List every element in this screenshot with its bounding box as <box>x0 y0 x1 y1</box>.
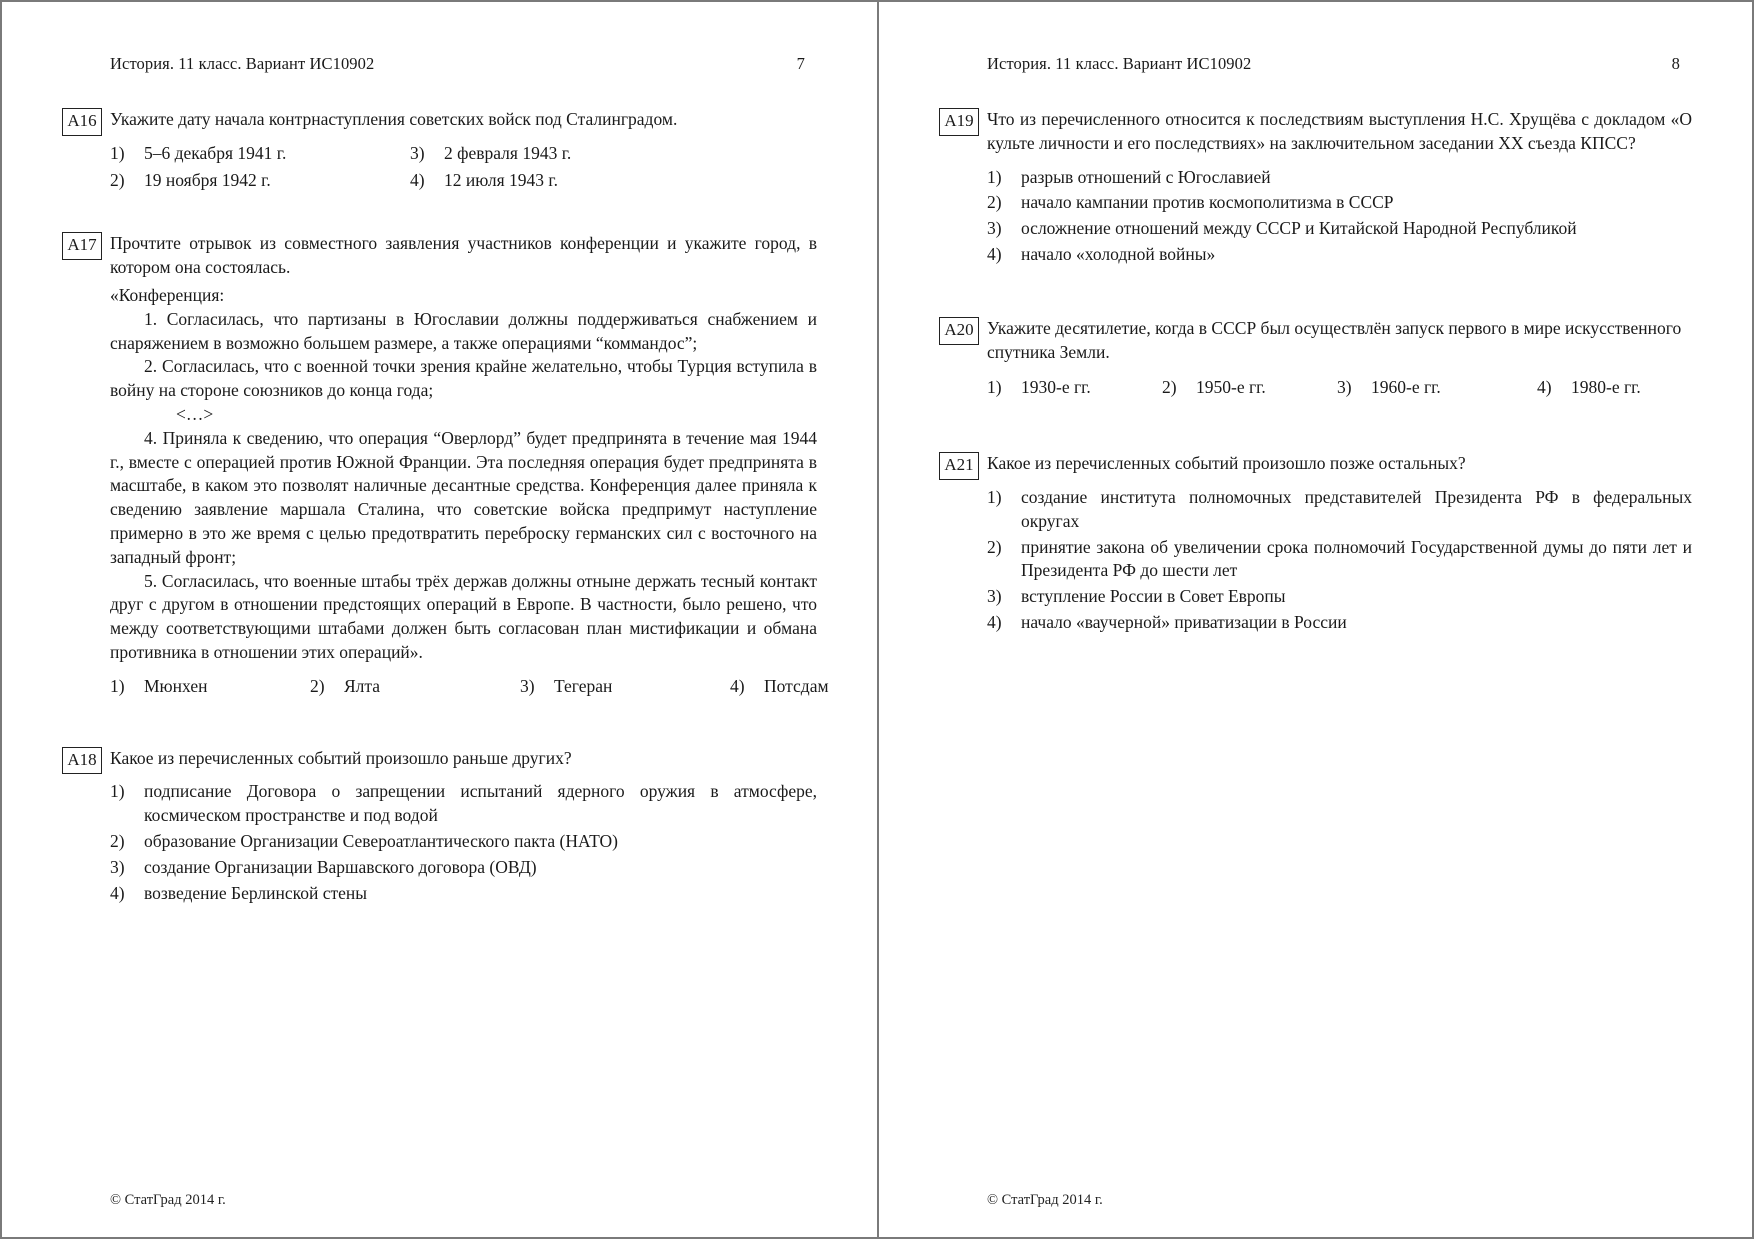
option-number: 1) <box>987 166 1002 187</box>
passage-line: 2. Согласилась, что с военной точки зрения крайне желательно, чтобы Турция вступила в войну на стороне союзников до конца года; <box>110 356 817 401</box>
option-a16-1[interactable] <box>110 142 410 166</box>
footer-copyright-right: © СтатГрад 2014 г. <box>987 1192 1103 1208</box>
option-a16-3[interactable] <box>410 142 817 166</box>
option-number: 4) <box>987 243 1002 264</box>
option-a16-4[interactable] <box>410 169 817 193</box>
option-a18-4[interactable] <box>110 882 817 906</box>
option-text: 1930-е гг. <box>1021 377 1091 398</box>
question-stem-a19: Что из перечисленного относится к последствиям выступления Н.С. Хрущёва с докладом «О культе личности и его последствиях» на заключительном заседании XX съезда КПСС? <box>987 109 1692 153</box>
options-a20 <box>987 376 1692 400</box>
question-stem-a17: Прочтите отрывок из совместного заявления участников конференции и укажите город, в котором она состоялась. <box>110 233 817 278</box>
option-number: 3) <box>110 856 125 877</box>
option-number: 2) <box>987 536 1002 557</box>
option-a19-3[interactable] <box>987 217 1692 241</box>
option-text: Мюнхен <box>144 675 208 696</box>
option-a17-4[interactable] <box>730 675 829 699</box>
question-code-a16: A16 <box>62 108 102 136</box>
option-number: 4) <box>730 675 745 696</box>
option-text: 2 февраля 1943 г. <box>444 142 572 163</box>
page-number-right: 8 <box>1671 54 1680 73</box>
passage-line: 4. Приняла к сведению, что операция “Оверлорд” будет предпринята в течение мая 1944 г., вместе с операцией против Южной Франции. Эта последняя операция будет предпринята в масштабе, в каком это позволят наличные десантные средства. Конференция далее приняла к сведению заявление маршала Сталина, что советские войска предпримут наступление примерно в это же время с целью предотвратить переброску германских сил с восточного на западный фронт; <box>110 427 817 567</box>
option-a20-2[interactable] <box>1162 376 1337 400</box>
option-text: Ялта <box>344 675 381 696</box>
option-text: возведение Берлинской стены <box>144 882 368 903</box>
option-number: 1) <box>987 486 1002 507</box>
option-a21-4[interactable] <box>987 611 1692 635</box>
option-text: начало «холодной войны» <box>1021 243 1216 264</box>
options-a18 <box>110 780 817 905</box>
option-text: создание института полномочных представителей Президента РФ в федеральных округах <box>1021 486 1692 531</box>
option-text: 5–6 декабря 1941 г. <box>144 142 287 163</box>
option-number: 1) <box>110 781 125 802</box>
question-stem-a21: Какое из перечисленных событий произошло позже остальных? <box>987 453 1466 474</box>
page-left <box>2 2 879 1237</box>
option-number: 1) <box>110 675 125 696</box>
option-a17-2[interactable] <box>310 675 520 699</box>
option-text: образование Организации Североатлантического пакта (НАТО) <box>144 830 619 851</box>
option-number: 3) <box>520 675 535 696</box>
options-a21 <box>987 486 1692 635</box>
running-head-right <box>939 54 1692 74</box>
option-a21-3[interactable] <box>987 585 1692 609</box>
option-a18-3[interactable] <box>110 856 817 880</box>
option-number: 4) <box>410 169 425 190</box>
option-number: 3) <box>1337 377 1352 398</box>
option-text: принятие закона об увеличении срока полномочий Государственной думы до пяти лет и Президента РФ до шести лет <box>1021 536 1692 581</box>
option-number: 1) <box>110 142 125 163</box>
question-stem-a20: Укажите десятилетие, когда в СССР был осуществлён запуск первого в мире искусственного спутника Земли. <box>987 317 1682 362</box>
option-a17-1[interactable] <box>110 675 310 699</box>
option-a17-3[interactable] <box>520 675 730 699</box>
question-a19 <box>939 108 1692 267</box>
running-head-title: История. 11 класс. Вариант ИС10902 <box>110 54 375 73</box>
question-code-a18: A18 <box>62 747 102 775</box>
question-code-a21: A21 <box>939 452 979 480</box>
option-a18-2[interactable] <box>110 830 817 854</box>
option-a19-2[interactable] <box>987 191 1692 215</box>
option-text: 1950-е гг. <box>1196 377 1266 398</box>
option-text: разрыв отношений с Югославией <box>1021 166 1271 187</box>
option-text: вступление России в Совет Европы <box>1021 586 1286 607</box>
option-a20-3[interactable] <box>1337 376 1537 400</box>
option-number: 2) <box>110 830 125 851</box>
option-number: 3) <box>987 218 1002 239</box>
question-a21 <box>939 452 1692 635</box>
question-stem-a18: Какое из перечисленных событий произошло раньше других? <box>110 747 572 768</box>
option-a16-2[interactable] <box>110 169 410 193</box>
passage-ellipsis: <…> <box>176 403 214 424</box>
passage-line: «Конференция: <box>110 284 225 305</box>
option-text: 19 ноября 1942 г. <box>144 169 271 190</box>
option-text: 12 июля 1943 г. <box>444 169 558 190</box>
question-code-a19: A19 <box>939 108 979 136</box>
option-a18-1[interactable] <box>110 780 817 828</box>
question-code-a17: A17 <box>62 232 102 260</box>
option-a21-1[interactable] <box>987 486 1692 534</box>
page-number-left: 7 <box>796 54 805 73</box>
option-a21-2[interactable] <box>987 536 1692 584</box>
option-a20-1[interactable] <box>987 376 1162 400</box>
option-text: подписание Договора о запрещении испытаний ядерного оружия в атмосфере, космическом пространстве и под водой <box>144 781 817 826</box>
passage-line: 5. Согласилась, что военные штабы трёх держав должны отныне держать тесный контакт друг с другом в отношении предстоящих операций в Европе. В частности, было решено, что между соответствующими штабами должен быть согласован план мистификации и обмана противника в отношении этих операций». <box>110 570 817 662</box>
question-a17 <box>62 232 829 698</box>
option-text: 1980-е гг. <box>1571 377 1641 398</box>
option-number: 2) <box>110 169 125 190</box>
running-head-left <box>62 54 817 74</box>
options-a16 <box>110 142 817 193</box>
option-a19-4[interactable] <box>987 243 1692 267</box>
option-number: 2) <box>310 675 325 696</box>
question-a18 <box>62 747 817 906</box>
option-number: 4) <box>110 882 125 903</box>
question-a16 <box>62 108 817 192</box>
question-passage-a17 <box>110 284 817 665</box>
question-stem-a16: Укажите дату начала контрнаступления советских войск под Сталинградом. <box>110 109 678 129</box>
option-text: начало «ваучерной» приватизации в России <box>1021 611 1347 632</box>
question-code-a20: A20 <box>939 317 979 345</box>
option-number: 2) <box>1162 377 1177 398</box>
question-a20 <box>939 317 1692 400</box>
option-number: 1) <box>987 377 1002 398</box>
option-text: Потсдам <box>764 675 829 696</box>
option-number: 3) <box>410 142 425 163</box>
option-number: 4) <box>1537 377 1552 398</box>
option-number: 4) <box>987 611 1002 632</box>
option-text: начало кампании против космополитизма в СССР <box>1021 192 1394 213</box>
option-number: 3) <box>987 586 1002 607</box>
option-a20-4[interactable] <box>1537 376 1692 400</box>
options-a17 <box>110 675 829 699</box>
option-text: создание Организации Варшавского договора (ОВД) <box>144 856 537 877</box>
option-number: 2) <box>987 192 1002 213</box>
footer-copyright-left: © СтатГрад 2014 г. <box>110 1192 226 1208</box>
options-a19 <box>987 166 1692 267</box>
option-text: Тегеран <box>554 675 613 696</box>
option-text: осложнение отношений между СССР и Китайской Народной Республикой <box>1021 218 1577 239</box>
page-right <box>879 2 1752 1237</box>
option-text: 1960-е гг. <box>1371 377 1441 398</box>
passage-line: 1. Согласилась, что партизаны в Югославии должны поддерживаться снабжением и снаряжением в возможно большем размере, а также операциями “коммандос”; <box>110 308 817 353</box>
option-a19-1[interactable] <box>987 166 1692 190</box>
running-head-title: История. 11 класс. Вариант ИС10902 <box>987 54 1252 73</box>
